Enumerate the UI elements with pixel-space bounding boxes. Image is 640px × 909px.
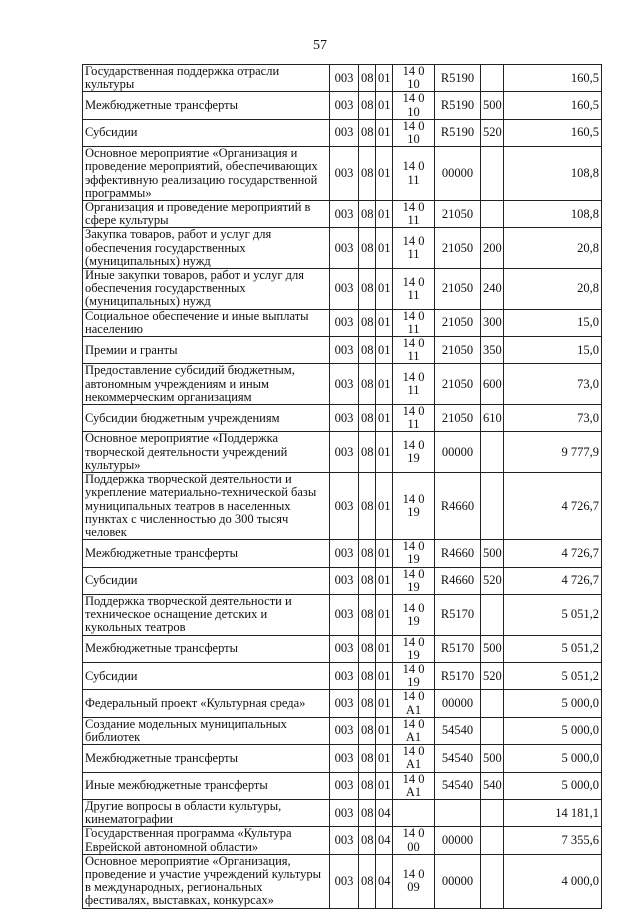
row-amount: 160,5 [504, 65, 602, 92]
row-amount: 5 000,0 [504, 745, 602, 772]
row-name: Создание модельных муниципальных библиотек [83, 717, 330, 744]
row-expense-type [481, 594, 504, 635]
row-direction-code: 00000 [435, 827, 481, 854]
row-subsection-code: 01 [376, 473, 393, 540]
row-target-code: 14 0 19 [393, 540, 435, 567]
row-name: Социальное обеспечение и иные выплаты населению [83, 309, 330, 336]
row-direction-code: 54540 [435, 745, 481, 772]
row-target-code: 14 0 11 [393, 405, 435, 432]
row-name: Поддержка творческой деятельности и техническое оснащение детских и кукольных театров [83, 594, 330, 635]
table-row [83, 594, 602, 635]
table-row [83, 228, 602, 269]
row-name: Организация и проведение мероприятий в сфере культуры [83, 201, 330, 228]
row-gr-code: 003 [330, 854, 359, 908]
budget-table [82, 64, 602, 909]
row-section-code: 08 [359, 364, 376, 405]
row-name: Субсидии [83, 567, 330, 594]
row-gr-code: 003 [330, 405, 359, 432]
row-expense-type [481, 473, 504, 540]
row-section-code: 08 [359, 690, 376, 717]
table-row [83, 269, 602, 310]
row-gr-code: 003 [330, 147, 359, 201]
row-name: Субсидии [83, 119, 330, 146]
table-row [83, 635, 602, 662]
row-expense-type: 300 [481, 309, 504, 336]
row-gr-code: 003 [330, 799, 359, 826]
row-direction-code: 21050 [435, 337, 481, 364]
table-row [83, 540, 602, 567]
table-row [83, 772, 602, 799]
row-target-code: 14 0 19 [393, 594, 435, 635]
row-subsection-code: 01 [376, 540, 393, 567]
table-row [83, 473, 602, 540]
row-amount: 5 000,0 [504, 717, 602, 744]
table-row [83, 119, 602, 146]
row-direction-code: 54540 [435, 772, 481, 799]
row-amount: 108,8 [504, 147, 602, 201]
row-name: Межбюджетные трансферты [83, 745, 330, 772]
row-gr-code: 003 [330, 309, 359, 336]
table-row [83, 405, 602, 432]
row-section-code: 08 [359, 201, 376, 228]
row-subsection-code: 01 [376, 92, 393, 119]
row-target-code: 14 0 19 [393, 473, 435, 540]
row-gr-code: 003 [330, 228, 359, 269]
row-direction-code: 21050 [435, 309, 481, 336]
row-amount: 9 777,9 [504, 432, 602, 473]
row-direction-code: R5190 [435, 119, 481, 146]
row-expense-type [481, 201, 504, 228]
row-gr-code: 003 [330, 772, 359, 799]
row-subsection-code: 04 [376, 827, 393, 854]
row-subsection-code: 01 [376, 662, 393, 689]
row-subsection-code: 04 [376, 854, 393, 908]
row-expense-type: 520 [481, 119, 504, 146]
row-subsection-code: 01 [376, 717, 393, 744]
row-name: Другие вопросы в области культуры, кинематографии [83, 799, 330, 826]
row-gr-code: 003 [330, 119, 359, 146]
row-amount: 14 181,1 [504, 799, 602, 826]
row-amount: 73,0 [504, 364, 602, 405]
row-direction-code: 54540 [435, 717, 481, 744]
row-name: Межбюджетные трансферты [83, 92, 330, 119]
row-gr-code: 003 [330, 92, 359, 119]
row-direction-code: R4660 [435, 567, 481, 594]
row-expense-type: 350 [481, 337, 504, 364]
row-gr-code: 003 [330, 364, 359, 405]
row-direction-code: R5170 [435, 635, 481, 662]
row-name: Государственная поддержка отрасли культуры [83, 65, 330, 92]
row-subsection-code: 01 [376, 690, 393, 717]
row-subsection-code: 01 [376, 364, 393, 405]
row-amount: 4 726,7 [504, 567, 602, 594]
table-row [83, 337, 602, 364]
row-section-code: 08 [359, 473, 376, 540]
table-row [83, 364, 602, 405]
row-gr-code: 003 [330, 745, 359, 772]
row-target-code: 14 0 10 [393, 92, 435, 119]
row-section-code: 08 [359, 228, 376, 269]
row-gr-code: 003 [330, 337, 359, 364]
row-section-code: 08 [359, 567, 376, 594]
row-expense-type: 600 [481, 364, 504, 405]
row-direction-code: R5170 [435, 594, 481, 635]
row-section-code: 08 [359, 147, 376, 201]
table-row [83, 799, 602, 826]
row-target-code: 14 0 19 [393, 635, 435, 662]
row-section-code: 08 [359, 432, 376, 473]
table-row [83, 745, 602, 772]
row-name: Основное мероприятие «Организация, проведение и участие учреждений культуры в международных, региональных фестивалях, выставках, конкурсах» [83, 854, 330, 908]
row-expense-type [481, 690, 504, 717]
row-expense-type: 520 [481, 662, 504, 689]
row-gr-code: 003 [330, 269, 359, 310]
row-direction-code: 00000 [435, 854, 481, 908]
row-target-code [393, 799, 435, 826]
row-amount: 7 355,6 [504, 827, 602, 854]
row-target-code: 14 0 19 [393, 432, 435, 473]
row-direction-code: 21050 [435, 364, 481, 405]
row-direction-code: 00000 [435, 690, 481, 717]
table-row [83, 147, 602, 201]
row-direction-code: 00000 [435, 147, 481, 201]
row-subsection-code: 01 [376, 147, 393, 201]
row-gr-code: 003 [330, 635, 359, 662]
row-name: Основное мероприятие «Поддержка творческой деятельности учреждений культуры» [83, 432, 330, 473]
table-row [83, 690, 602, 717]
row-section-code: 08 [359, 119, 376, 146]
row-gr-code: 003 [330, 594, 359, 635]
row-target-code: 14 0 09 [393, 854, 435, 908]
row-subsection-code: 04 [376, 799, 393, 826]
row-section-code: 08 [359, 92, 376, 119]
row-amount: 20,8 [504, 228, 602, 269]
row-name: Субсидии [83, 662, 330, 689]
row-direction-code: R4660 [435, 473, 481, 540]
row-name: Премии и гранты [83, 337, 330, 364]
row-name: Иные межбюджетные трансферты [83, 772, 330, 799]
row-amount: 20,8 [504, 269, 602, 310]
row-amount: 15,0 [504, 337, 602, 364]
row-subsection-code: 01 [376, 594, 393, 635]
row-target-code: 14 0 19 [393, 662, 435, 689]
row-subsection-code: 01 [376, 228, 393, 269]
row-gr-code: 003 [330, 690, 359, 717]
row-name: Поддержка творческой деятельности и укрепление материально-технической базы муниципальных театров в населенных пунктах с численностью до 300 тысяч человек [83, 473, 330, 540]
row-subsection-code: 01 [376, 432, 393, 473]
row-amount: 5 051,2 [504, 594, 602, 635]
row-expense-type [481, 799, 504, 826]
table-row [83, 717, 602, 744]
row-direction-code: R5170 [435, 662, 481, 689]
row-target-code: 14 0 A1 [393, 690, 435, 717]
row-name: Иные закупки товаров, работ и услуг для обеспечения государственных (муниципальных) нужд [83, 269, 330, 310]
table-row [83, 662, 602, 689]
row-section-code: 08 [359, 269, 376, 310]
table-row [83, 827, 602, 854]
row-direction-code: R4660 [435, 540, 481, 567]
row-expense-type [481, 65, 504, 92]
row-amount: 15,0 [504, 309, 602, 336]
row-expense-type: 240 [481, 269, 504, 310]
row-target-code: 14 0 11 [393, 228, 435, 269]
row-gr-code: 003 [330, 717, 359, 744]
row-section-code: 08 [359, 827, 376, 854]
row-expense-type: 610 [481, 405, 504, 432]
row-target-code: 14 0 10 [393, 65, 435, 92]
row-target-code: 14 0 A1 [393, 772, 435, 799]
page-number: 57 [313, 38, 327, 53]
row-expense-type [481, 432, 504, 473]
row-gr-code: 003 [330, 201, 359, 228]
row-name: Предоставление субсидий бюджетным, автономным учреждениям и иным некоммерческим организациям [83, 364, 330, 405]
row-direction-code [435, 799, 481, 826]
row-expense-type: 200 [481, 228, 504, 269]
row-section-code: 08 [359, 662, 376, 689]
row-direction-code: 21050 [435, 228, 481, 269]
row-target-code: 14 0 11 [393, 201, 435, 228]
row-expense-type: 500 [481, 635, 504, 662]
row-target-code: 14 0 11 [393, 364, 435, 405]
row-amount: 5 000,0 [504, 772, 602, 799]
row-amount: 4 726,7 [504, 473, 602, 540]
row-name: Основное мероприятие «Организация и проведение мероприятий, обеспечивающих эффективную реализацию государственной программы» [83, 147, 330, 201]
row-direction-code: 21050 [435, 405, 481, 432]
row-amount: 5 051,2 [504, 635, 602, 662]
row-expense-type [481, 717, 504, 744]
row-expense-type: 500 [481, 92, 504, 119]
row-expense-type: 520 [481, 567, 504, 594]
row-expense-type: 500 [481, 745, 504, 772]
row-gr-code: 003 [330, 473, 359, 540]
row-section-code: 08 [359, 405, 376, 432]
row-target-code: 14 0 10 [393, 119, 435, 146]
row-amount: 5 000,0 [504, 690, 602, 717]
row-expense-type [481, 827, 504, 854]
row-section-code: 08 [359, 594, 376, 635]
row-subsection-code: 01 [376, 65, 393, 92]
row-section-code: 08 [359, 745, 376, 772]
row-section-code: 08 [359, 540, 376, 567]
row-amount: 160,5 [504, 119, 602, 146]
row-amount: 160,5 [504, 92, 602, 119]
row-name: Закупка товаров, работ и услуг для обеспечения государственных (муниципальных) нужд [83, 228, 330, 269]
row-section-code: 08 [359, 854, 376, 908]
row-subsection-code: 01 [376, 405, 393, 432]
row-target-code: 14 0 11 [393, 269, 435, 310]
row-name: Государственная программа «Культура Еврейской автономной области» [83, 827, 330, 854]
row-target-code: 14 0 19 [393, 567, 435, 594]
row-amount: 4 000,0 [504, 854, 602, 908]
row-section-code: 08 [359, 337, 376, 364]
row-subsection-code: 01 [376, 309, 393, 336]
row-gr-code: 003 [330, 65, 359, 92]
row-target-code: 14 0 11 [393, 309, 435, 336]
row-amount: 5 051,2 [504, 662, 602, 689]
table-row [83, 92, 602, 119]
row-target-code: 14 0 A1 [393, 745, 435, 772]
row-subsection-code: 01 [376, 635, 393, 662]
row-section-code: 08 [359, 309, 376, 336]
row-expense-type: 500 [481, 540, 504, 567]
row-amount: 108,8 [504, 201, 602, 228]
row-name: Межбюджетные трансферты [83, 540, 330, 567]
row-target-code: 14 0 00 [393, 827, 435, 854]
row-section-code: 08 [359, 772, 376, 799]
table-row [83, 309, 602, 336]
row-subsection-code: 01 [376, 772, 393, 799]
row-name: Субсидии бюджетным учреждениям [83, 405, 330, 432]
row-gr-code: 003 [330, 432, 359, 473]
row-name: Межбюджетные трансферты [83, 635, 330, 662]
row-subsection-code: 01 [376, 269, 393, 310]
table-row [83, 65, 602, 92]
row-direction-code: 00000 [435, 432, 481, 473]
row-direction-code: 21050 [435, 269, 481, 310]
row-subsection-code: 01 [376, 337, 393, 364]
row-subsection-code: 01 [376, 567, 393, 594]
row-amount: 73,0 [504, 405, 602, 432]
row-name: Федеральный проект «Культурная среда» [83, 690, 330, 717]
row-expense-type [481, 147, 504, 201]
row-direction-code: R5190 [435, 65, 481, 92]
row-subsection-code: 01 [376, 745, 393, 772]
row-expense-type [481, 854, 504, 908]
row-gr-code: 003 [330, 540, 359, 567]
table-row [83, 567, 602, 594]
row-amount: 4 726,7 [504, 540, 602, 567]
row-section-code: 08 [359, 65, 376, 92]
row-target-code: 14 0 11 [393, 337, 435, 364]
row-section-code: 08 [359, 717, 376, 744]
row-subsection-code: 01 [376, 119, 393, 146]
row-direction-code: 21050 [435, 201, 481, 228]
table-row [83, 854, 602, 908]
row-target-code: 14 0 A1 [393, 717, 435, 744]
table-row [83, 201, 602, 228]
table-row [83, 432, 602, 473]
row-gr-code: 003 [330, 827, 359, 854]
row-expense-type: 540 [481, 772, 504, 799]
row-subsection-code: 01 [376, 201, 393, 228]
row-section-code: 08 [359, 799, 376, 826]
row-direction-code: R5190 [435, 92, 481, 119]
row-gr-code: 003 [330, 567, 359, 594]
row-target-code: 14 0 11 [393, 147, 435, 201]
row-section-code: 08 [359, 635, 376, 662]
row-gr-code: 003 [330, 662, 359, 689]
